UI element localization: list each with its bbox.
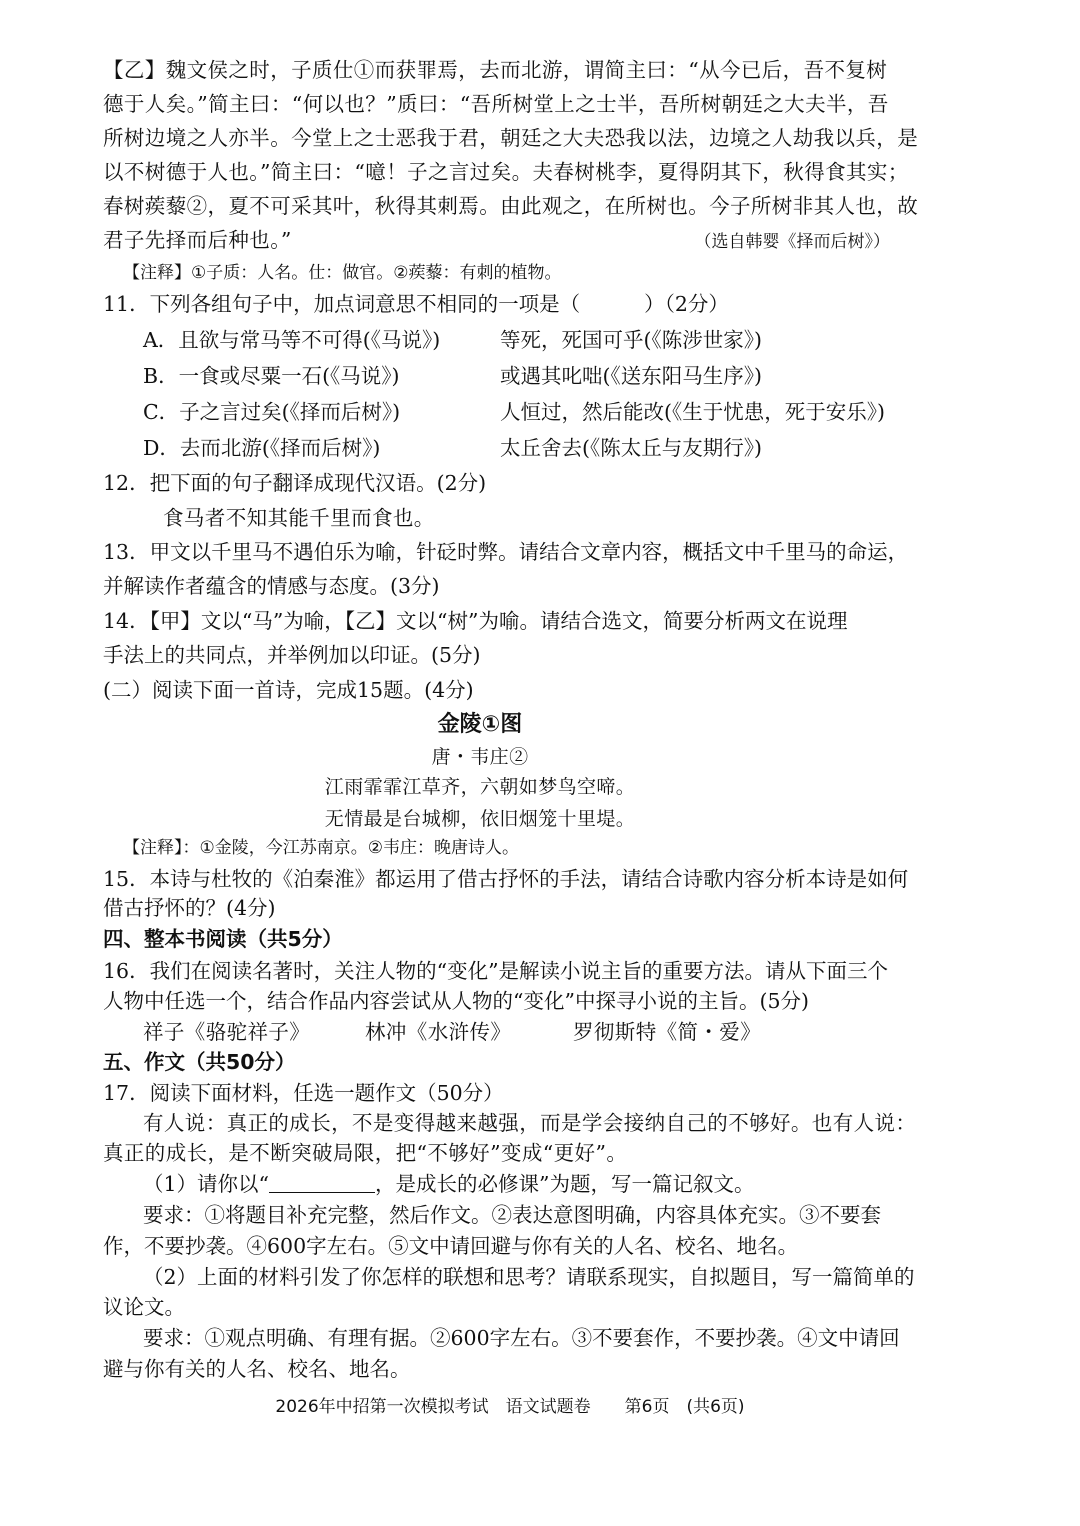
- poem-note: 【注释】：①金陵，今江苏南京。②韦庄：晚唐诗人。: [123, 838, 519, 858]
- q11-option-b-left: B．一食或尽粟一石(《马说》): [143, 364, 400, 388]
- material-line: 有人说：真正的成长，不是变得越来越强，而是学会接纳自己的不够好。也有人说：: [143, 1111, 917, 1135]
- question-12-stem: 12．把下面的句子翻译成现代汉语。(2分): [103, 471, 487, 495]
- question-14-line: 14．【甲】文以“马”为喻，【乙】文以“树”为喻。请结合选文，简要分析两文在说理: [103, 609, 848, 633]
- question-11-stem-part2: ）（2分）: [644, 292, 729, 316]
- poem-line: 无情最是台城柳，依旧烟笼十里堤。: [324, 808, 636, 830]
- section-2-heading: (二）阅读下面一首诗，完成15题。(4分): [103, 678, 474, 702]
- passage-line: 以不树德于人也。”简主曰：“噫！子之言过矣。夫春树桃李，夏得阴其下，秋得食其实；: [103, 160, 909, 184]
- q11-option-d-left: D．去而北游(《择而后树》): [143, 436, 381, 460]
- section-4-heading: 四、整本书阅读（共5分）: [103, 927, 343, 951]
- q11-option-c-left: C．子之言过矣(《择而后树》): [143, 400, 401, 424]
- poem-author: 唐・韦庄②: [431, 746, 529, 768]
- q16-choice: 林冲《水浒传》: [365, 1020, 512, 1044]
- passage-note: 【注释】①子质：人名。仕：做官。②蒺藜：有刺的植物。: [123, 263, 562, 283]
- q16-choice: 祥子《骆驼祥子》: [143, 1020, 311, 1044]
- poem-title: 金陵①图: [437, 712, 523, 737]
- passage-source: （选自韩婴《择而后树》）: [694, 232, 890, 252]
- task-2-line: （2）上面的材料引发了你怎样的联想和思考？请联系现实，自拟题目，写一篇简单的: [143, 1265, 915, 1289]
- material-line: 真正的成长，是不断突破局限，把“不够好”变成“更好”。: [103, 1141, 628, 1165]
- q11-option-a-left: A．且欲与常马等不可得(《马说》): [143, 328, 441, 352]
- q11-option-b-right: 或遇其叱咄(《送东阳马生序》): [500, 364, 762, 388]
- q16-choice: 罗彻斯特《简・爱》: [573, 1020, 762, 1044]
- question-13-line: 13．甲文以千里马不遇伯乐为喻，针砭时弊。请结合文章内容，概括文中千里马的命运，: [103, 540, 909, 564]
- title-blank: [269, 1172, 375, 1193]
- task-1-part2: ，是成长的必修课”为题，写一篇记叙文。: [375, 1172, 755, 1196]
- question-11-stem: [103, 289, 903, 319]
- section-5-heading: 五、作文（共50分）: [103, 1050, 296, 1074]
- q11-option-d-right: 太丘舍去(《陈太丘与友期行》): [500, 436, 762, 460]
- question-14-line: 手法上的共同点，并举例加以印证。(5分): [103, 643, 481, 667]
- question-17-stem: 17．阅读下面材料，任选一题作文（50分）: [103, 1081, 504, 1105]
- question-15-line: 15．本诗与杜牧的《泊秦淮》都运用了借古抒怀的手法，请结合诗歌内容分析本诗是如何: [103, 867, 909, 891]
- requirement-1-line: 要求：①将题目补充完整，然后作文。②表达意图明确，内容具体充实。③不要套: [143, 1203, 881, 1227]
- passage-line: 德于人矣。”简主曰：“何以也？”质曰：“吾所树堂上之士半，吾所树朝廷之大夫半，吾: [103, 92, 889, 116]
- question-11-stem-part1: 11．下列各组句子中，加点词意思不相同的一项是（: [103, 292, 581, 316]
- poem-line: 江雨霏霏江草齐，六朝如梦鸟空啼。: [324, 776, 636, 798]
- requirement-2-line: 要求：①观点明确、有理有据。②600字左右。③不要套作，不要抄袭。④文中请回: [143, 1326, 900, 1350]
- question-16-line: 16．我们在阅读名著时，关注人物的“变化”是解读小说主旨的重要方法。请从下面三个: [103, 959, 889, 983]
- task-2-line: 议论文。: [103, 1295, 185, 1319]
- passage-line: 君子先择而后种也。”: [103, 228, 292, 252]
- question-13-line: 并解读作者蕴含的情感与态度。(3分): [103, 574, 440, 598]
- passage-line: 春树蒺藜②，夏不可采其叶，秋得其刺焉。由此观之，在所树也。今子所树非其人也，故: [103, 194, 919, 218]
- page-footer: 2026年中招第一次模拟考试 语文试题卷 第6页 (共6页): [275, 1397, 745, 1417]
- question-15-line: 借古抒怀的？(4分): [103, 896, 276, 920]
- q11-option-c-right: 人恒过，然后能改(《生于忧患，死于安乐》): [500, 400, 885, 424]
- q11-option-a-right: 等死，死国可乎(《陈涉世家》): [500, 328, 762, 352]
- requirement-2-line: 避与你有关的人名、校名、地名。: [103, 1357, 411, 1381]
- question-16-line: 人物中任选一个，结合作品内容尝试从人物的“变化”中探寻小说的主旨。(5分): [103, 989, 809, 1013]
- passage-line: 所树边境之人亦半。今堂上之士恶我于君，朝廷之大夫恐我以法，边境之人劫我以兵，是: [103, 126, 919, 150]
- requirement-1-line: 作，不要抄袭。④600字左右。⑤文中请回避与你有关的人名、校名、地名。: [103, 1234, 799, 1258]
- question-12-sentence: 食马者不知其能千里而食也。: [163, 506, 435, 530]
- task-1-part1: （1）请你以“: [143, 1172, 270, 1196]
- task-1-line: [143, 1169, 943, 1199]
- passage-line: 【乙】魏文侯之时，子质仕①而获罪焉，去而北游，谓简主曰：“从今已后，吾不复树: [103, 58, 888, 82]
